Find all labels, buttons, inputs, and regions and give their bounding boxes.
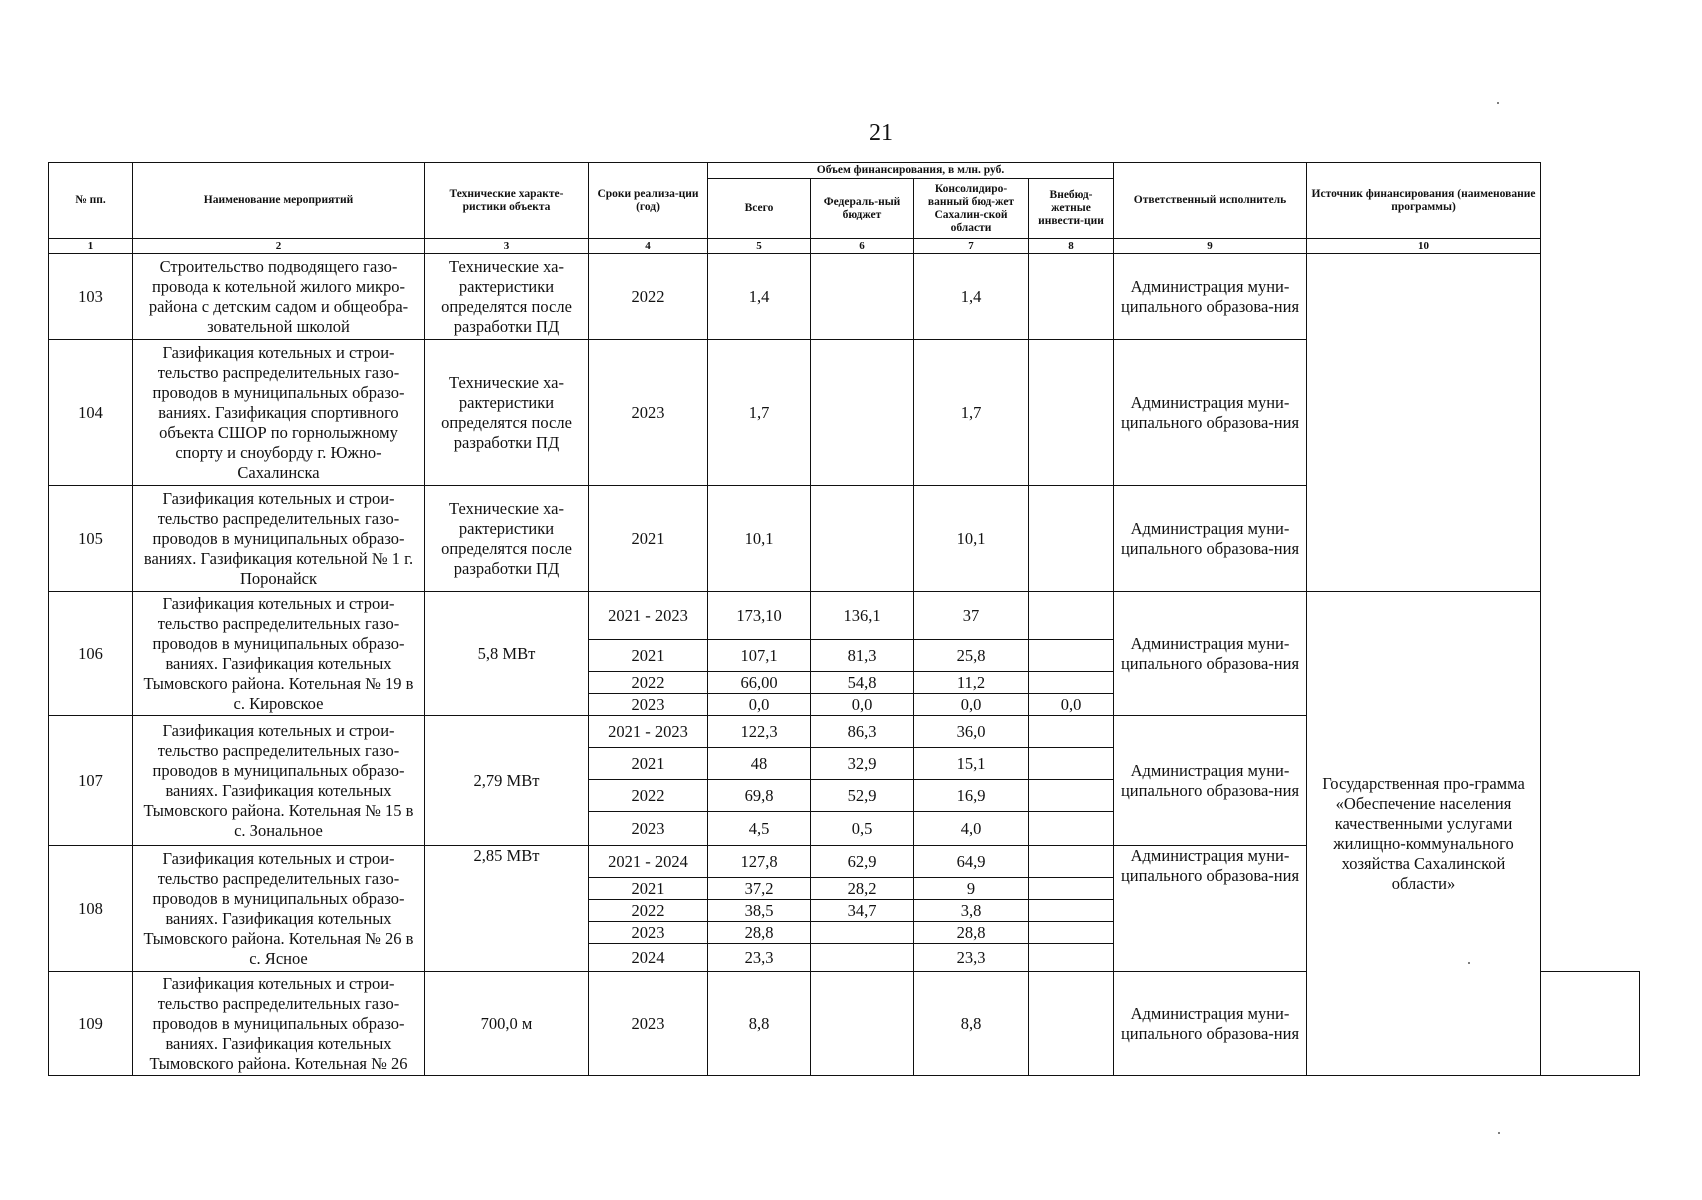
funding-table-sheet: [48, 162, 1640, 1098]
header-extrabudget: Внебюд-жетные инвести-ции: [1029, 179, 1114, 239]
column-number-row: [49, 239, 1640, 254]
column-number: 6: [811, 239, 914, 254]
column-number: 4: [589, 239, 708, 254]
row-period: 2021: [589, 640, 708, 672]
row-source-program: Государственная про-грамма «Обеспечение населения качественными услугами жилищно-коммунального хозяйства Сахалинской области»: [1307, 592, 1541, 1076]
row-consolidated: 9: [914, 878, 1029, 900]
row-federal: 28,2: [811, 878, 914, 900]
row-total: 8,8: [708, 972, 811, 1076]
row-consolidated: 16,9: [914, 780, 1029, 812]
row-total: 37,2: [708, 878, 811, 900]
row-period: 2021: [589, 878, 708, 900]
row-source-empty: [1307, 254, 1541, 592]
column-number: 10: [1307, 239, 1541, 254]
row-consolidated: 8,8: [914, 972, 1029, 1076]
row-executor: Администрация муни-ципального образова-ния: [1114, 716, 1307, 846]
row-name: Газификация котельных и строи-тельство распределительных газо-проводов в муниципальных образо-ваниях. Газификация котельной № 1 г. Поронайск: [133, 486, 425, 592]
row-extrabudget: [1029, 254, 1114, 340]
table-row: [49, 254, 1640, 340]
row-period: 2021: [589, 486, 708, 592]
row-consolidated: 15,1: [914, 748, 1029, 780]
row-federal: [811, 254, 914, 340]
row-consolidated: 1,7: [914, 340, 1029, 486]
header-tech: Технические характе-ристики объекта: [425, 163, 589, 239]
row-executor: Администрация муни-ципального образова-ния: [1114, 972, 1307, 1076]
row-extrabudget: [1029, 672, 1114, 694]
row-federal: 0,0: [811, 694, 914, 716]
row-total: 173,10: [708, 592, 811, 640]
page-number: 21: [869, 120, 893, 146]
row-federal: [811, 922, 914, 944]
row-total: 1,4: [708, 254, 811, 340]
row-source-empty: [1541, 972, 1640, 1076]
row-tech: 700,0 м: [425, 972, 589, 1076]
row-executor: Администрация муни-ципального образова-ния: [1114, 486, 1307, 592]
row-num: 106: [49, 592, 133, 716]
row-num: 108: [49, 846, 133, 972]
row-total: 0,0: [708, 694, 811, 716]
row-consolidated: 0,0: [914, 694, 1029, 716]
column-number: 2: [133, 239, 425, 254]
header-num: № пп.: [49, 163, 133, 239]
row-period: 2023: [589, 812, 708, 846]
row-num: 107: [49, 716, 133, 846]
row-consolidated: 28,8: [914, 922, 1029, 944]
row-name: Газификация котельных и строи-тельство распределительных газо-проводов в муниципальных образо-ваниях. Газификация котельных Тымовского района. Котельная № 19 в с. Кировское: [133, 592, 425, 716]
row-total: 38,5: [708, 900, 811, 922]
row-federal: 62,9: [811, 846, 914, 878]
row-tech: Технические ха-рактеристики определятся после разработки ПД: [425, 340, 589, 486]
column-number: 1: [49, 239, 133, 254]
row-consolidated: 3,8: [914, 900, 1029, 922]
row-total: 127,8: [708, 846, 811, 878]
row-consolidated: 11,2: [914, 672, 1029, 694]
scan-speck: [1468, 962, 1470, 964]
row-total: 28,8: [708, 922, 811, 944]
row-federal: 136,1: [811, 592, 914, 640]
row-extrabudget: [1029, 922, 1114, 944]
row-name: Строительство подводящего газо-провода к котельной жилого микро-района с детским садом и общеобра-зовательной школой: [133, 254, 425, 340]
row-federal: [811, 972, 914, 1076]
row-period: 2023: [589, 340, 708, 486]
header-period: Сроки реализа-ции (год): [589, 163, 708, 239]
row-consolidated: 36,0: [914, 716, 1029, 748]
row-period: 2021 - 2024: [589, 846, 708, 878]
row-extrabudget: [1029, 900, 1114, 922]
row-name: Газификация котельных и строи-тельство распределительных газо-проводов в муниципальных образо-ваниях. Газификация котельных Тымовского района. Котельная № 26 в с. Ясное: [133, 846, 425, 972]
row-total: 66,00: [708, 672, 811, 694]
row-extrabudget: 0,0: [1029, 694, 1114, 716]
header-consolidated: Консолидиро-ванный бюд-жет Сахалин-ской области: [914, 179, 1029, 239]
row-extrabudget: [1029, 972, 1114, 1076]
column-number: 8: [1029, 239, 1114, 254]
row-consolidated: 1,4: [914, 254, 1029, 340]
header-executor: Ответственный исполнитель: [1114, 163, 1307, 239]
row-period: 2021 - 2023: [589, 592, 708, 640]
funding-table: [48, 162, 1640, 1076]
row-tech: Технические ха-рактеристики определятся после разработки ПД: [425, 486, 589, 592]
row-executor: Администрация муни-ципального образова-ния: [1114, 592, 1307, 716]
row-extrabudget: [1029, 944, 1114, 972]
row-federal: 81,3: [811, 640, 914, 672]
row-total: 4,5: [708, 812, 811, 846]
header-funding-group: Объем финансирования, в млн. руб.: [708, 163, 1114, 179]
row-period: 2024: [589, 944, 708, 972]
row-period: 2023: [589, 694, 708, 716]
row-federal: [811, 486, 914, 592]
row-name: Газификация котельных и строи-тельство распределительных газо-проводов в муниципальных образо-ваниях. Газификация котельных Тымовского района. Котельная № 26: [133, 972, 425, 1076]
row-extrabudget: [1029, 640, 1114, 672]
row-period: 2023: [589, 972, 708, 1076]
header-total: Всего: [708, 179, 811, 239]
row-consolidated: 4,0: [914, 812, 1029, 846]
row-executor: Администрация муни-ципального образова-ния: [1114, 846, 1307, 972]
header-name: Наименование мероприятий: [133, 163, 425, 239]
scan-speck: [1497, 102, 1499, 104]
header-federal: Федераль-ный бюджет: [811, 179, 914, 239]
row-tech: 5,8 МВт: [425, 592, 589, 716]
row-period: 2022: [589, 780, 708, 812]
table-row: [49, 592, 1640, 640]
row-executor: Администрация муни-ципального образова-ния: [1114, 340, 1307, 486]
row-extrabudget: [1029, 748, 1114, 780]
row-name: Газификация котельных и строи-тельство распределительных газо-проводов в муниципальных образо-ваниях. Газификация спортивного объекта СШОР по горнолыжному спорту и сноуборду г. Южно-Сахалинска: [133, 340, 425, 486]
row-name: Газификация котельных и строи-тельство распределительных газо-проводов в муниципальных образо-ваниях. Газификация котельных Тымовского района. Котельная № 15 в с. Зональное: [133, 716, 425, 846]
column-number: 3: [425, 239, 589, 254]
row-consolidated: 23,3: [914, 944, 1029, 972]
row-extrabudget: [1029, 716, 1114, 748]
scan-speck: [1498, 1132, 1500, 1134]
row-federal: [811, 944, 914, 972]
row-federal: 86,3: [811, 716, 914, 748]
row-num: 104: [49, 340, 133, 486]
row-consolidated: 37: [914, 592, 1029, 640]
row-extrabudget: [1029, 780, 1114, 812]
row-num: 105: [49, 486, 133, 592]
row-executor: Администрация муни-ципального образова-ния: [1114, 254, 1307, 340]
row-federal: 52,9: [811, 780, 914, 812]
row-consolidated: 10,1: [914, 486, 1029, 592]
row-period: 2021 - 2023: [589, 716, 708, 748]
row-total: 69,8: [708, 780, 811, 812]
header-source: Источник финансирования (наименование программы): [1307, 163, 1541, 239]
row-federal: 34,7: [811, 900, 914, 922]
row-federal: 54,8: [811, 672, 914, 694]
row-extrabudget: [1029, 846, 1114, 878]
row-tech: 2,79 МВт: [425, 716, 589, 846]
row-federal: 32,9: [811, 748, 914, 780]
row-total: 48: [708, 748, 811, 780]
column-number: 5: [708, 239, 811, 254]
row-federal: [811, 340, 914, 486]
row-extrabudget: [1029, 486, 1114, 592]
column-number: 7: [914, 239, 1029, 254]
row-period: 2021: [589, 748, 708, 780]
row-period: 2022: [589, 672, 708, 694]
column-number: 9: [1114, 239, 1307, 254]
row-total: 23,3: [708, 944, 811, 972]
row-period: 2023: [589, 922, 708, 944]
row-tech: Технические ха-рактеристики определятся после разработки ПД: [425, 254, 589, 340]
row-extrabudget: [1029, 878, 1114, 900]
row-total: 1,7: [708, 340, 811, 486]
row-consolidated: 64,9: [914, 846, 1029, 878]
row-extrabudget: [1029, 812, 1114, 846]
row-extrabudget: [1029, 592, 1114, 640]
row-total: 107,1: [708, 640, 811, 672]
row-extrabudget: [1029, 340, 1114, 486]
row-total: 122,3: [708, 716, 811, 748]
row-period: 2022: [589, 900, 708, 922]
row-consolidated: 25,8: [914, 640, 1029, 672]
row-num: 103: [49, 254, 133, 340]
row-federal: 0,5: [811, 812, 914, 846]
row-num: 109: [49, 972, 133, 1076]
row-total: 10,1: [708, 486, 811, 592]
row-period: 2022: [589, 254, 708, 340]
row-tech: 2,85 МВт: [425, 846, 589, 972]
